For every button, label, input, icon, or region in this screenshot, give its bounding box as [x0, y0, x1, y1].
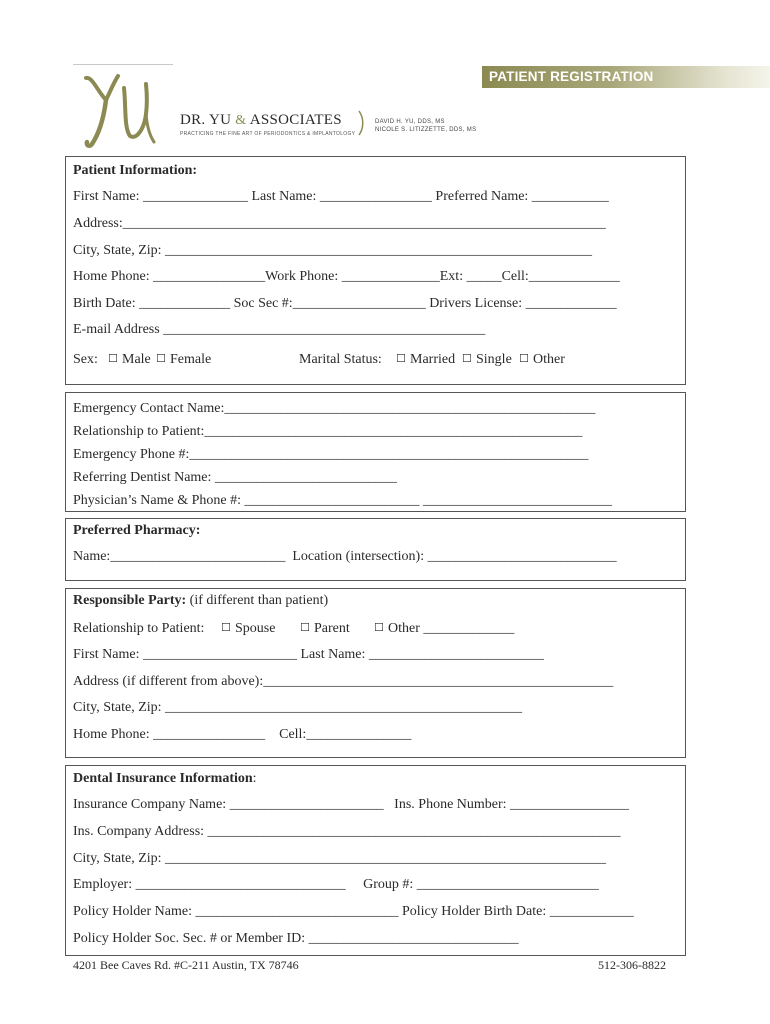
checkbox-icon[interactable]: ☐ — [374, 621, 384, 634]
checkbox-icon[interactable]: ☐ — [396, 352, 406, 365]
section-title-dental-insurance: Dental Insurance Information: — [73, 771, 257, 786]
patient-address-field[interactable]: Address:_____________________________________________________________________ — [73, 216, 606, 231]
section-title-responsible-party: Responsible Party: (if different than patient) — [73, 593, 329, 608]
patient-city-state-zip-field[interactable]: City, State, Zip: _____________________________________________________________ — [73, 243, 593, 258]
checkbox-icon[interactable]: ☐ — [462, 352, 472, 365]
doctor-name-2: NICOLE S. LITIZZETTE, DDS, MS — [375, 127, 477, 133]
emergency-contact-name-field[interactable]: Emergency Contact Name:_____________________________________________________ — [73, 401, 596, 416]
doctor-name-1: DAVID H. YU, DDS, MS — [375, 119, 445, 125]
checkbox-icon[interactable]: ☐ — [300, 621, 310, 634]
insurance-company-fields[interactable]: Insurance Company Name: ______________________ Ins. Phone Number: _________________ — [73, 797, 630, 812]
patient-name-fields[interactable]: First Name: _______________ Last Name: ________________ Preferred Name: ___________ — [73, 189, 609, 204]
referring-dentist-field[interactable]: Referring Dentist Name: __________________________ — [73, 470, 397, 485]
section-title-preferred-pharmacy: Preferred Pharmacy: — [73, 523, 201, 538]
physician-field[interactable]: Physician’s Name & Phone #: _________________________ ___________________________ — [73, 493, 612, 508]
marital-option-other: Other — [533, 352, 565, 367]
policy-holder-id-field[interactable]: Policy Holder Soc. Sec. # or Member ID: ______________________________ — [73, 931, 519, 946]
relationship-option-spouse: Spouse — [235, 621, 276, 636]
responsible-address-field[interactable]: Address (if different from above):__________________________________________________ — [73, 674, 614, 689]
relationship-option-other[interactable]: Other _____________ — [388, 621, 515, 636]
responsible-name-fields[interactable]: First Name: ______________________ Last Name: _________________________ — [73, 647, 544, 662]
sex-option-female: Female — [170, 352, 212, 367]
checkbox-icon[interactable]: ☐ — [519, 352, 529, 365]
checkbox-icon[interactable]: ☐ — [221, 621, 231, 634]
sex-option-male: Male — [122, 352, 151, 367]
marital-status-label: Marital Status: — [299, 352, 382, 367]
responsible-phone-fields[interactable]: Home Phone: ________________ Cell:_______________ — [73, 727, 412, 742]
bracket-divider-icon — [356, 110, 366, 136]
patient-phone-fields[interactable]: Home Phone: ________________Work Phone: ______________Ext: _____Cell:_____________ — [73, 269, 620, 284]
header-rule — [73, 64, 173, 65]
firm-tagline: PRACTICING THE FINE ART OF PERIODONTICS & IMPLANTOLOGY — [180, 131, 356, 137]
patient-id-fields[interactable]: Birth Date: _____________ Soc Sec #:___________________ Drivers License: _____________ — [73, 296, 617, 311]
pharmacy-fields[interactable]: Name:_________________________ Location (intersection): ___________________________ — [73, 549, 617, 564]
checkbox-icon[interactable]: ☐ — [156, 352, 166, 365]
form-title: PATIENT REGISTRATION — [489, 69, 654, 84]
marital-option-married: Married — [410, 352, 456, 367]
marital-option-single: Single — [476, 352, 512, 367]
responsible-city-state-zip-field[interactable]: City, State, Zip: ___________________________________________________ — [73, 700, 523, 715]
footer-phone: 512-306-8822 — [598, 958, 666, 972]
footer-address: 4201 Bee Caves Rd. #C-211 Austin, TX 78746 — [73, 958, 299, 972]
emergency-phone-field[interactable]: Emergency Phone #:_________________________________________________________ — [73, 447, 589, 462]
firm-name: DR. YU & ASSOCIATES — [180, 112, 342, 128]
yu-monogram-logo — [80, 70, 160, 150]
relationship-option-parent: Parent — [314, 621, 350, 636]
insurance-address-field[interactable]: Ins. Company Address: ___________________________________________________________ — [73, 824, 621, 839]
checkbox-icon[interactable]: ☐ — [108, 352, 118, 365]
responsible-relationship-label: Relationship to Patient: — [73, 621, 205, 636]
sex-label: Sex: — [73, 352, 98, 367]
section-title-patient-information: Patient Information: — [73, 163, 198, 178]
patient-email-field[interactable]: E-mail Address ______________________________________________ — [73, 322, 486, 337]
emergency-relationship-field[interactable]: Relationship to Patient:______________________________________________________ — [73, 424, 583, 439]
employer-group-fields[interactable]: Employer: ______________________________ Group #: __________________________ — [73, 877, 599, 892]
policy-holder-fields[interactable]: Policy Holder Name: _____________________________ Policy Holder Birth Date: ____________ — [73, 904, 634, 919]
insurance-city-state-zip-field[interactable]: City, State, Zip: _______________________________________________________________ — [73, 851, 607, 866]
